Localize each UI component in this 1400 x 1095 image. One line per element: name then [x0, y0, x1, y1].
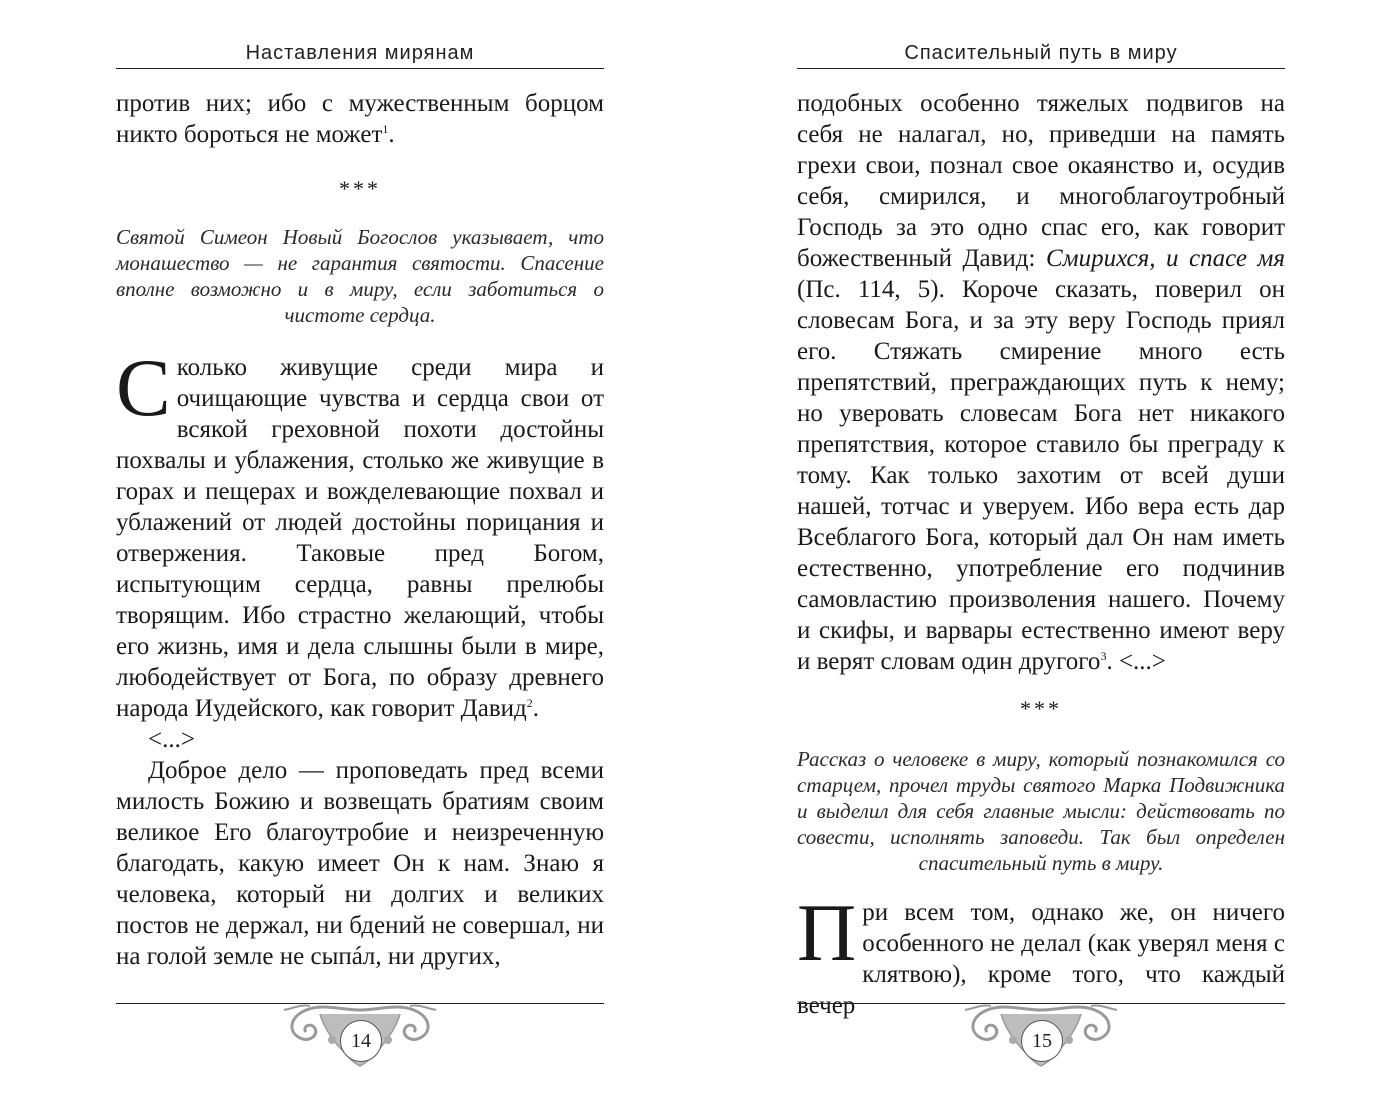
section-separator: *** [1020, 696, 1062, 721]
section-intro: Рассказ о человеке в миру, который познакомился со старцем, прочел труды святого Марка Подвижника и выделил для себя главные мысли: действовать по совести, исполнять заповеди. Так был определен спасительный путь в миру. [797, 747, 1285, 875]
ellipsis: <...> [148, 726, 195, 753]
page-number: 14 [340, 1020, 382, 1062]
punctuation: . [388, 121, 395, 148]
punctuation: . [532, 695, 539, 722]
section-intro: Святой Симеон Новый Богослов указывает, что монашество — не гарантия святости. Спасение вполне возможно и в миру, если заботиться о чистоте сердца. [116, 225, 604, 327]
drop-cap: С [116, 342, 171, 433]
continued-text [116, 88, 604, 150]
paragraph-text: колько живущие среди мира и очищающие чувства и сердца свои от всякой греховной похоти достойны похвалы и ублажения, столько же живущие в горах и пещерах и вожделевающие похвал и ублажений от людей достойны порицания и отвержения. Таковые пред Богом, испытующим сердца, равны прелюбы творящим. Ибо страстно желающий, чтобы его жизнь, имя и дела слышны были в мире, любодействует от Бога, по образу древнего народа Иудейского, как говорит Давид [116, 354, 604, 722]
text-line-end [116, 119, 604, 150]
footnote-marker: 2 [526, 696, 533, 710]
scripture-quote: Смирихся, и спасе мя [1045, 245, 1285, 272]
footnote-marker: 1 [382, 122, 389, 136]
text-line: никто бороться не может [116, 121, 383, 148]
header-rule [116, 68, 604, 69]
header-rule [797, 68, 1285, 69]
paragraph [797, 88, 1285, 677]
paragraph-text: подобных особенно тяжелых подвигов на себя не налагал, но, приведши на память грехи свои, познал свое окаянство и, осудив себя, смирился, и многоблагоутробный Господь за это одно спас его, как говорит божественный Давид: [797, 90, 1285, 272]
running-head: Наставления мирянам [245, 42, 475, 64]
footnote-marker: 3 [1100, 649, 1107, 663]
drop-cap: П [797, 887, 857, 978]
text-line: против них; ибо с мужественным борцом [116, 90, 604, 117]
paragraph [116, 342, 604, 724]
running-head: Спасительный путь в миру [904, 42, 1178, 64]
section-separator: *** [339, 176, 381, 201]
paragraph-text: . <...> [1106, 648, 1166, 675]
page-number: 15 [1021, 1020, 1063, 1062]
paragraph: Доброе дело — проповедать пред всеми милость Божию и возвещать братиям своим великое Его благоутробие и неизреченную благодать, какую имеет Он к нам. Знаю я человека, который ни долгих и великих постов не держал, ни бдений не совершал, ни на голой земле не сыпáл, ни других, [116, 757, 604, 970]
left-page [116, 0, 604, 1095]
paragraph-text: (Пс. 114, 5). Короче сказать, поверил он словесам Бога, и за эту веру Господь приял его. Стяжать смирение много есть препятствий, преграждающих путь к нему; но уверовать словесам Бога нет никакого препятствия, которое ставило бы преграду к тому. Как только захотим от всей души нашей, тотчас и уверуем. Ибо вера есть дар Всеблагого Бога, который дал Он нам иметь естественно, употребление его подчинив самовластию произволения нашего. Почему и скифы, и варвары естественно имеют веру и верят словам один другого [797, 276, 1285, 675]
main-text [116, 342, 604, 972]
continued-text [797, 88, 1285, 677]
paragraph-text: ри всем том, однако же, он ничего особенного не делал (как уверял меня с клятвою), кроме того, что каждый вечер [797, 899, 1285, 1019]
right-page [797, 0, 1285, 1095]
